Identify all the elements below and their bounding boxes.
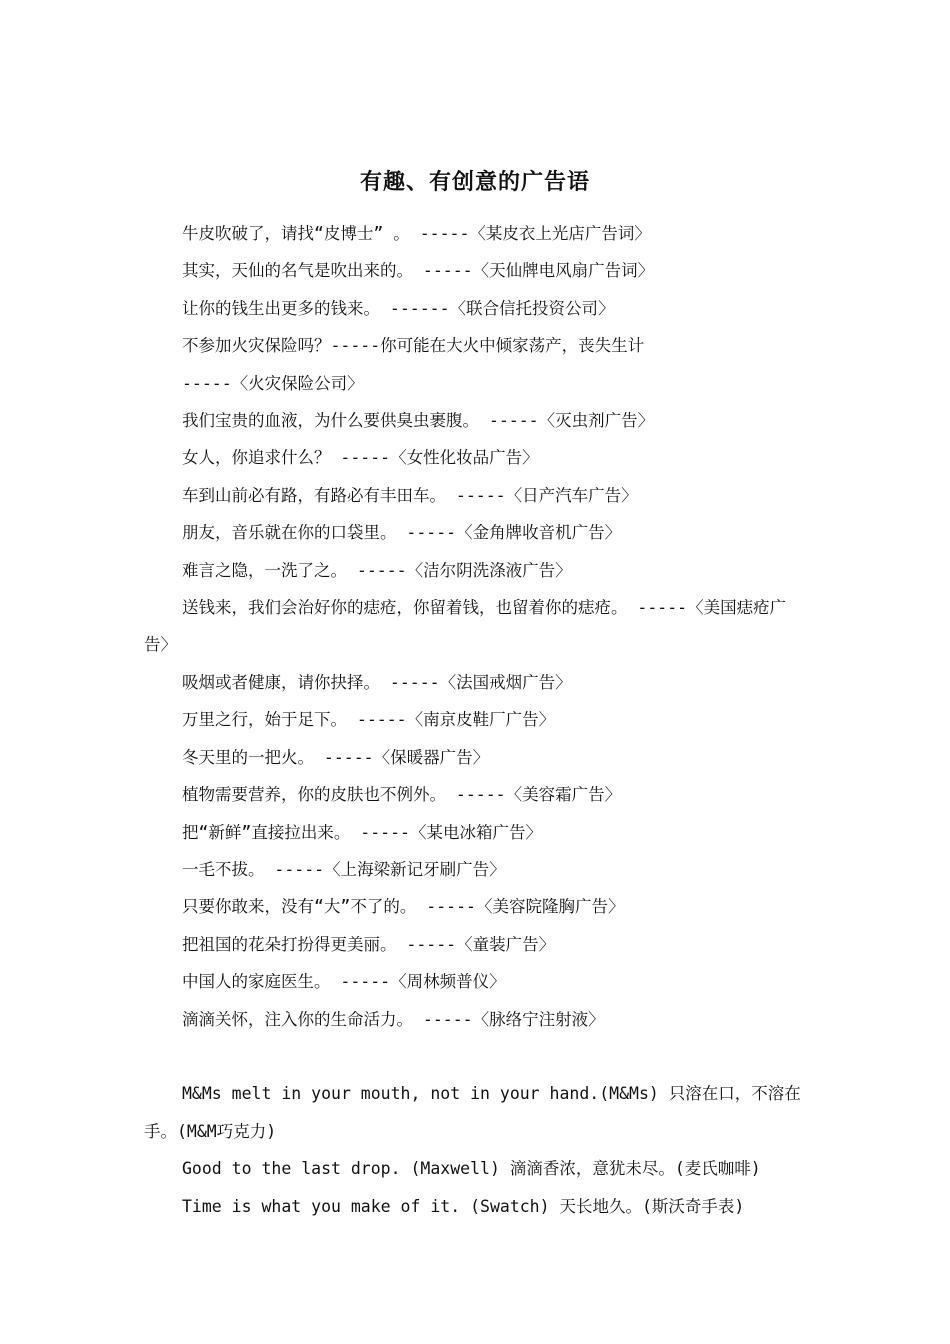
slogan-line: 让你的钱生出更多的钱来。 ------〈联合信托投资公司〉 [182, 298, 615, 318]
slogan-line: 只要你敢来，没有“大”不了的。 -----〈美容院隆胸广告〉 [182, 897, 625, 917]
slogan-line: 不参加火灾保险吗？-----你可能在大火中倾家荡产，丧失生计 [182, 336, 645, 356]
slogan-line: 吸烟或者健康，请你抉择。 -----〈法国戒烟广告〉 [182, 672, 572, 692]
slogan-line: 冬天里的一把火。 -----〈保暖器广告〉 [182, 747, 490, 767]
slogan-line: 牛皮吹破了，请找“皮博士” 。 -----〈某皮衣上光店广告词〉 [182, 224, 651, 243]
document-title: 有趣、有创意的广告语 [359, 169, 590, 195]
slogan-line: 一毛不拔。 -----〈上海梁新记牙刷广告〉 [182, 859, 506, 879]
slogan-line: 难言之隐，一洗了之。 -----〈洁尔阴洗涤液广告〉 [182, 560, 572, 580]
slogan-line: 朋友，音乐就在你的口袋里。 -----〈金角牌收音机广告〉 [182, 523, 622, 543]
english-slogan-line: M&Ms melt in your mouth, not in your hand.(M&Ms) 只溶在口，不溶在手。(M&M巧克力) [144, 1084, 801, 1141]
slogan-line: 我们宝贵的血液，为什么要供臭虫裹腹。 -----〈灭虫剂广告〉 [182, 411, 655, 431]
slogan-line: 送钱来，我们会治好你的痣疮，你留着钱，也留着你的痣疮。 -----〈美国痣疮广告〉 [144, 598, 787, 655]
slogan-line: 其实，天仙的名气是吹出来的。 -----〈天仙牌电风扇广告词〉 [182, 261, 655, 281]
document-body [144, 215, 810, 1225]
slogan-line: 中国人的家庭医生。 -----〈周林频普仪〉 [182, 972, 506, 992]
slogan-line: 把祖国的花朵打扮得更美丽。 -----〈童装广告〉 [182, 934, 556, 954]
english-slogan-line: Good to the last drop. (Maxwell) 滴滴香浓，意犹未尽。(麦氏咖啡) [182, 1159, 761, 1179]
paragraph-spacer [144, 1038, 810, 1075]
slogan-line: 万里之行，始于足下。 -----〈南京皮鞋厂广告〉 [182, 710, 556, 730]
english-slogan-line: Time is what you make of it. (Swatch) 天长地久。(斯沃奇手表) [182, 1196, 745, 1216]
slogan-line: 女人，你追求什么？ -----〈女性化妆品广告〉 [182, 448, 539, 468]
slogan-line: 车到山前必有路，有路必有丰田车。 -----〈日产汽车广告〉 [182, 485, 638, 505]
slogan-line: 滴滴关怀，注入你的生命活力。 -----〈脉络宁注射液〉 [182, 1009, 605, 1029]
slogan-line: 把“新鲜”直接拉出来。 -----〈某电冰箱广告〉 [182, 822, 542, 842]
slogan-line-continuation: -----〈火灾保险公司〉 [182, 373, 364, 393]
slogan-line: 植物需要营养，你的皮肤也不例外。 -----〈美容霜广告〉 [182, 785, 622, 805]
